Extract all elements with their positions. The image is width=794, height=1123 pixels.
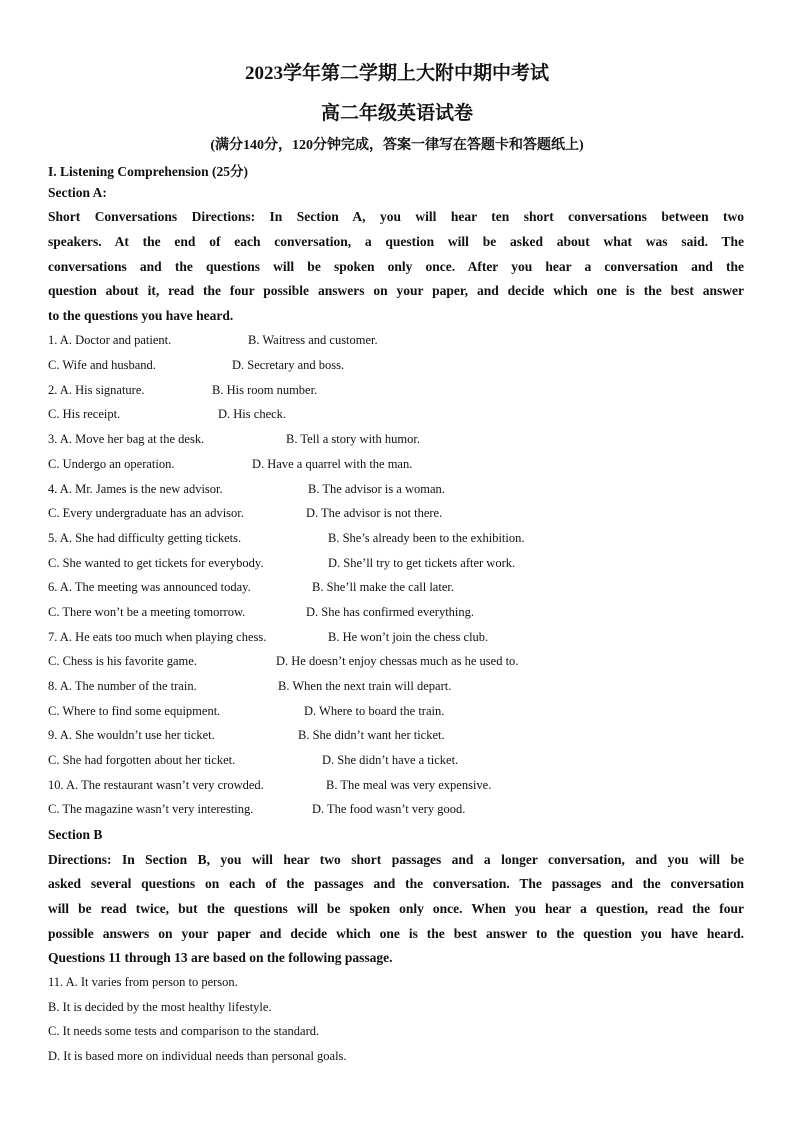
question-4-option-d: D. The advisor is not there. [306,506,443,520]
question-7-option-c: C. Chess is his favorite game. [48,654,197,668]
question-6-option-d: D. She has confirmed everything. [306,605,475,619]
question-1-option-b: B. Waitress and customer. [248,333,378,347]
question-9-option-c: C. She had forgotten about her ticket. [48,753,236,767]
question-11-option-a: 11. A. It varies from person to person. [48,975,238,989]
directions-a-line: conversations and the questions will be spoken only once. After you hear a conversation and the [48,259,744,274]
question-3-option-d: D. Have a quarrel with the man. [252,457,413,471]
exam-note: (满分140分，120分钟完成，答案一律写在答题卡和答题纸上) [210,138,584,153]
directions-a-line: Short Conversations Directions: In Section A, you will hear ten short conversations between two [48,209,744,224]
question-4-option-c: C. Every undergraduate has an advisor. [48,506,244,520]
section-a-heading: Section A: [48,185,107,200]
question-8-option-c: C. Where to find some equipment. [48,704,221,718]
question-6-option-a: 6. A. The meeting was announced today. [48,580,251,594]
question-11-option-d: D. It is based more on individual needs than personal goals. [48,1049,347,1063]
part1-heading: I. Listening Comprehension (25分) [48,164,249,179]
question-8-option-b: B. When the next train will depart. [278,679,452,693]
question-10-option-b: B. The meal was very expensive. [326,778,492,792]
question-11-option-b: B. It is decided by the most healthy lifestyle. [48,1000,272,1014]
question-6-option-b: B. She’ll make the call later. [312,580,454,594]
question-7-option-d: D. He doesn’t enjoy chessas much as he used to. [276,654,519,668]
question-10-option-c: C. The magazine wasn’t very interesting. [48,802,254,816]
directions-b-line: possible answers on your paper and decide which one is the best answer to the question you have heard. [48,926,744,941]
question-5-option-d: D. She’ll try to get tickets after work. [328,556,516,570]
question-4-option-a: 4. A. Mr. James is the new advisor. [48,482,223,496]
question-5-option-b: B. She’s already been to the exhibition. [328,531,525,545]
question-2-option-b: B. His room number. [212,383,318,397]
question-7-option-a: 7. A. He eats too much when playing chess. [48,630,267,644]
question-3-option-b: B. Tell a story with humor. [286,432,420,446]
question-5-option-a: 5. A. She had difficulty getting tickets. [48,531,242,545]
question-5-option-c: C. She wanted to get tickets for everybody. [48,556,264,570]
question-7-option-b: B. He won’t join the chess club. [328,630,489,644]
question-6-option-c: C. There won’t be a meeting tomorrow. [48,605,246,619]
question-10-option-a: 10. A. The restaurant wasn’t very crowded. [48,778,264,792]
question-10-option-d: D. The food wasn’t very good. [312,802,466,816]
exam-title: 2023学年第二学期上大附中期中考试 [244,63,549,84]
question-1-option-c: C. Wife and husband. [48,358,156,372]
question-1-option-a: 1. A. Doctor and patient. [48,333,172,347]
question-2-option-d: D. His check. [218,407,287,421]
directions-b-line: will be read twice, but the questions will be spoken only once. When you hear a question, read the four [48,901,744,916]
question-3-option-c: C. Undergo an operation. [48,457,175,471]
question-11-option-c: C. It needs some tests and comparison to the standard. [48,1024,320,1038]
question-8-option-a: 8. A. The number of the train. [48,679,197,693]
directions-a-line: speakers. At the end of each conversation, a question will be asked about what was said. The [48,234,744,249]
exam-subtitle: 高二年级英语试卷 [320,103,473,124]
question-9-option-b: B. She didn’t want her ticket. [298,728,445,742]
directions-b-line: asked several questions on each of the passages and the conversation. The passages and the conversation [48,876,744,891]
question-1-option-d: D. Secretary and boss. [232,358,345,372]
question-9-option-d: D. She didn’t have a ticket. [322,753,459,767]
directions-b-line: Directions: In Section B, you will hear two short passages and a longer conversation, and you will be [48,852,744,867]
question-2-option-c: C. His receipt. [48,407,121,421]
section-b-heading: Section B [48,827,103,842]
question-3-option-a: 3. A. Move her bag at the desk. [48,432,205,446]
questions-11-13-intro: Questions 11 through 13 are based on the following passage. [48,950,393,965]
question-4-option-b: B. The advisor is a woman. [308,482,445,496]
question-8-option-d: D. Where to board the train. [304,704,445,718]
directions-a-line: question about it, read the four possible answers on your paper, and decide which one is the best answer [48,283,744,298]
question-2-option-a: 2. A. His signature. [48,383,145,397]
directions-a-line: to the questions you have heard. [48,308,234,323]
question-9-option-a: 9. A. She wouldn’t use her ticket. [48,728,215,742]
